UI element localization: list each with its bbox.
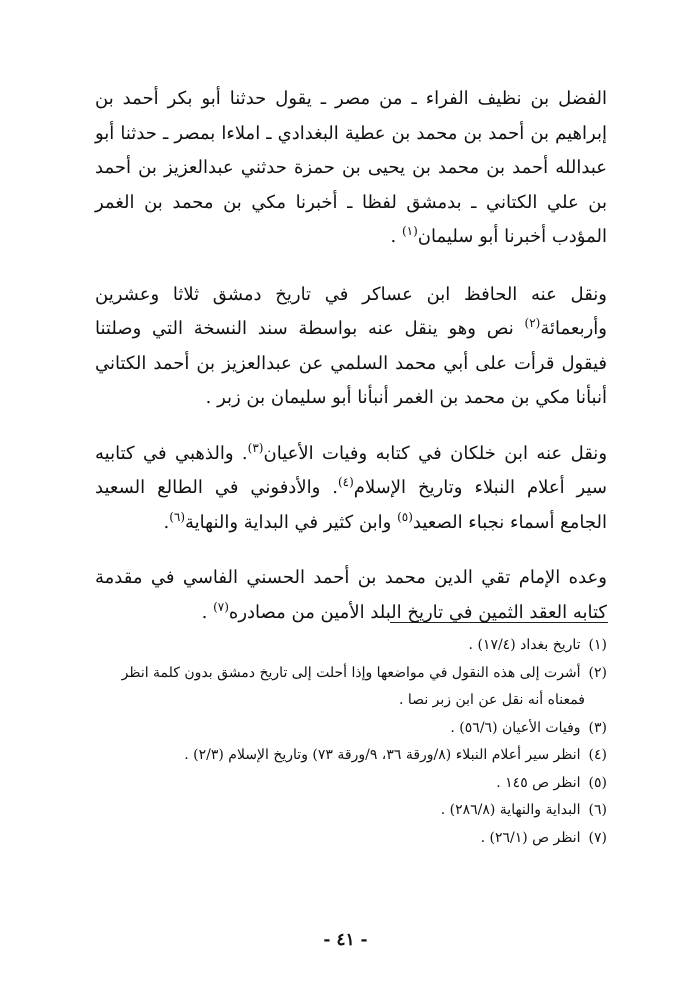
footnote-number: (٥): [588, 774, 607, 791]
footnotes: [95, 632, 607, 852]
footnote-6: [95, 797, 607, 825]
paragraph-ibn-asakir: [95, 278, 607, 416]
page-number: - ٤١ -: [323, 930, 368, 950]
footnote-2-continued: [95, 687, 607, 715]
footnote-text: انظر ص (٢٦/١) .: [480, 829, 581, 846]
footnote-number: (١): [588, 637, 607, 653]
paragraph-text: . والأدفوني في الطالع السعيد الجامع أسماء نجباء الصعيد: [95, 477, 607, 533]
footnote-ref-2[interactable]: (٢): [524, 316, 541, 330]
paragraph-al-fasi: [95, 561, 607, 630]
footnote-text: أشرت إلى هذه النقول في مواضعها وإذا أحلت إلى تاريخ دمشق بدون كلمة انظر: [121, 664, 581, 681]
paragraph-text: ونقل عنه ابن خلكان في كتابه وفيات الأعيان: [263, 442, 608, 464]
footnote-text: انظر سير أعلام النبلاء (٨/ورقة ٣٦، ٩/ورقة ٧٣) وتاريخ الإسلام (٢/٣) .: [184, 747, 581, 763]
footnote-ref-3[interactable]: (٣): [247, 440, 264, 455]
paragraph-isnad: [95, 82, 607, 255]
paragraph-text: وابن كثير في البداية والنهاية: [185, 511, 398, 533]
paragraph-text: نص وهو ينقل عنه بواسطة سند النسخة التي وصلتنا فيقول قرأت على أبي محمد السلمي عن عبدالعزيز بن أحمد الكتاني أنبأنا مكي بن محمد بن الغمر أنبأنا أبو سليمان بن زبر .: [95, 318, 607, 408]
footnote-text: البداية والنهاية (٢٨٦/٨) .: [440, 802, 581, 818]
footnote-7: [95, 825, 607, 853]
footnote-ref-1[interactable]: (١): [401, 224, 418, 238]
footnote-ref-6[interactable]: (٦): [169, 509, 186, 524]
footnote-number: (٦): [588, 802, 607, 818]
footnote-text: انظر ص ١٤٥ .: [496, 774, 581, 791]
paragraph-text: ونقل عنه الحافظ ابن عساكر في تاريخ دمشق ثلاثا وعشرين وأربعمائة: [95, 283, 607, 339]
footnote-ref-5[interactable]: (٥): [397, 509, 413, 524]
footnote-text: فمعناه أنه نقل عن ابن زبر نصا .: [399, 692, 585, 708]
footnote-ref-7[interactable]: (٧): [213, 599, 229, 614]
footnote-number: (٢): [588, 664, 607, 681]
paragraph-end: .: [390, 226, 402, 247]
paragraph-ibn-khallikan: [95, 437, 607, 541]
main-text: [95, 82, 607, 630]
paragraph-text: الفضل بن نظيف الفراء ـ من مصر ـ يقول حدثنا أبو بكر أحمد بن إبراهيم بن أحمد بن محمد بن عطية البغدادي ـ املاءا بمصر ـ حدثنا أبو عبدالله أحمد بن محمد بن يحيى بن حمزة حدثني عبدالعزيز بن أحمد بن علي الكتاني ـ بدمشق لفظا ـ أخبرنا مكي بن محمد بن الغمر المؤدب أخبرنا أبو سليمان: [95, 88, 607, 247]
paragraph-end: .: [163, 511, 170, 533]
footnote-5: [95, 770, 607, 798]
footnote-number: (٣): [588, 719, 607, 736]
footnote-text: تاريخ بغداد (١٧/٤) .: [468, 637, 581, 653]
paragraph-text: وعده الإمام تقي الدين محمد بن أحمد الحسني الفاسي في مقدمة كتابه العقد الثمين في تاريخ البلد الأمين من مصادره: [95, 567, 607, 623]
footnote-number: (٤): [588, 747, 607, 763]
footnote-2: [95, 660, 607, 688]
paragraph-end: .: [201, 601, 214, 623]
footnote-4: [95, 742, 607, 770]
footnote-divider: [390, 622, 608, 623]
footnote-ref-4[interactable]: (٤): [337, 475, 354, 489]
footnote-number: (٧): [588, 829, 607, 846]
footnote-3: [95, 715, 607, 743]
footnote-text: وفيات الأعيان (٥٦/٦) .: [450, 719, 581, 736]
paragraph-text: . والذهبي في كتابيه سير أعلام النبلاء وتاريخ الإسلام: [95, 442, 607, 498]
footnote-1: [95, 632, 607, 660]
